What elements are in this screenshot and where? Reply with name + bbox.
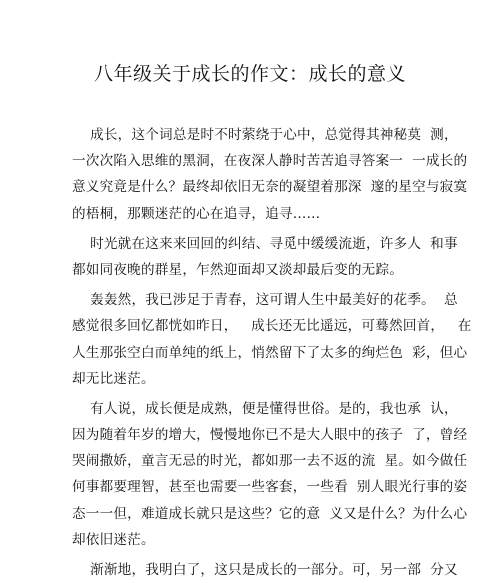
- paragraph-line: 人生那张空白而单纯的纸上，悄然留下了太多的绚烂色 彩，但心: [72, 344, 468, 361]
- paragraph-line: 因为随着年岁的增大，慢慢地你已不是大人眼中的孩子 了，曾经: [72, 427, 468, 444]
- paragraph-line: 意义究竟是什么？最终却依旧无奈的凝望着那深 邃的星空与寂寞: [72, 179, 468, 196]
- paragraph-1: [72, 122, 468, 227]
- paragraph-line: 都如同夜晚的群星，乍然迎面却又淡却最后变的无踪。: [72, 261, 404, 278]
- paragraph-line: 感觉很多回忆都恍如昨日， 成长还无比遥远，可蓦然回首， 在: [72, 318, 472, 335]
- paragraph-line: 一次次陷入思维的黑洞，在夜深人静时苦苦追寻答案一 一成长的: [72, 153, 468, 170]
- paragraph-4: [72, 396, 468, 553]
- paragraph-line: 哭闹撒娇，童言无忌的时光，都如那一去不返的流 星。如今做任: [72, 453, 468, 470]
- essay-title: 八年级关于成长的作文：成长的意义: [93, 63, 406, 85]
- paragraph-line: 却依旧迷茫。: [72, 531, 155, 548]
- paragraph-line: 何事都要理智，甚至也需要一些客套，一些看 别人眼光行事的姿: [72, 479, 468, 496]
- paragraph-line: 态一一但，难道成长就只是这些？它的意 义又是什么？为什么心: [72, 505, 468, 522]
- paragraph-line: 轰轰然，我已涉足于青春，这可谓人生中最美好的花季。 总: [72, 292, 458, 309]
- paragraph-3: [72, 287, 472, 392]
- paragraph-line: 有人说，成长便是成熟，便是懂得世俗。是的，我也承 认，: [72, 400, 458, 417]
- paragraph-2: [72, 231, 458, 283]
- paragraph-line: 成长，这个词总是时不时萦绕于心中，总觉得其神秘莫 测，: [72, 127, 458, 143]
- paragraph-line: 渐渐地，我明白了，这只是成长的一部分。可，另一部 分又: [72, 562, 458, 578]
- paragraph-line: 却无比迷茫。: [72, 370, 155, 387]
- paragraph-line: 的梧桐，那颗迷茫的心在追寻，追寻……: [72, 205, 321, 222]
- paragraph-5: [72, 557, 458, 583]
- essay-body: [72, 122, 472, 583]
- paragraph-line: 时光就在这来来回回的纠结、寻觅中缓缓流逝，许多人 和事: [72, 235, 458, 252]
